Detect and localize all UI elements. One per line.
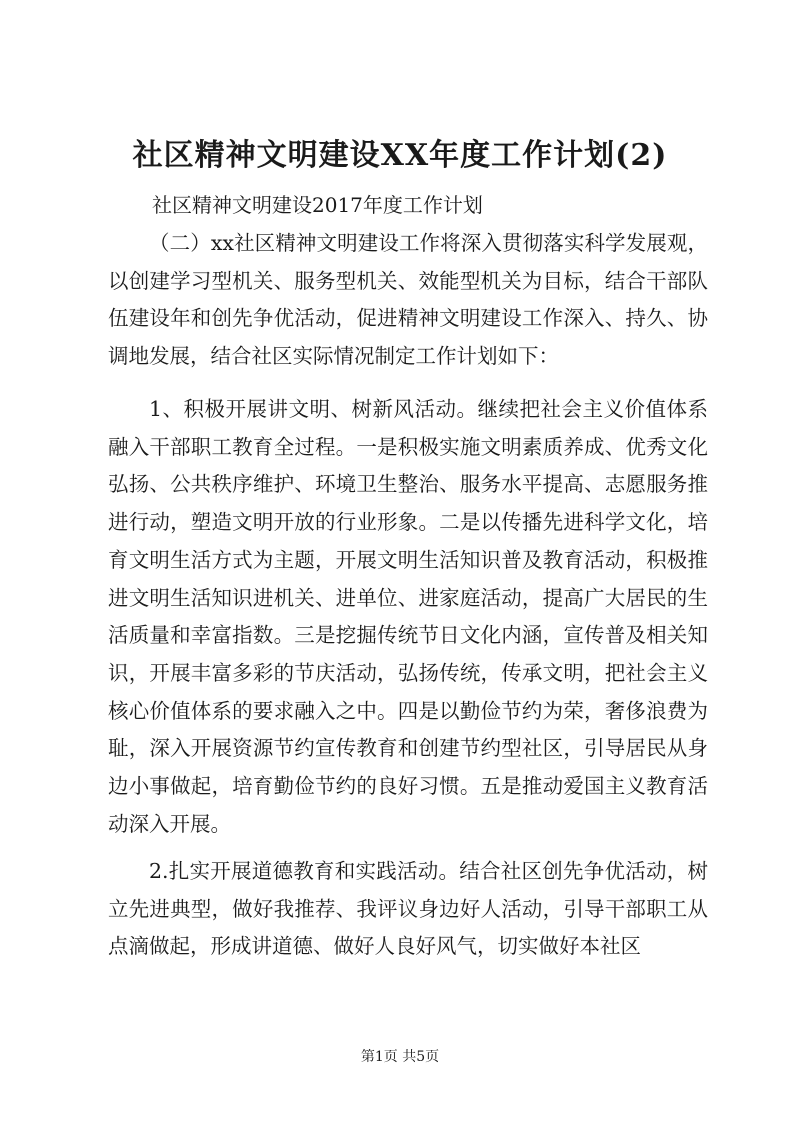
paragraph-item-1: 1、积极开展讲文明、树新风活动。继续把社会主义价值体系融入干部职工教育全过程。一是积极实施文明素质养成、优秀文化弘扬、公共秩序维护、环境卫生整治、服务水平提高、志愿服务推进行动，塑造文明开放的行业形象。二是以传播先进科学文化，培育文明生活方式为主题，开展文明生活知识普及教育活动，积极推进文明生活知识进机关、进单位、进家庭活动，提高广大居民的生活质量和幸富指数。三是挖掘传统节日文化内涵，宣传普及相关知识，开展丰富多彩的节庆活动，弘扬传统，传承文明，把社会主义核心价值体系的要求融入之中。四是以勤俭节约为荣，奢侈浪费为耻，深入开展资源节约宣传教育和创建节约型社区，引导居民从身边小事做起，培育勤俭节约的良好习惯。五是推动爱国主义教育活动深入开展。 bbox=[108, 397, 708, 836]
paragraph-item-2: 2.扎实开展道德教育和实践活动。结合社区创先争优活动，树立先进典型，做好我推荐、我评议身边好人活动，引导干部职工从点滴做起，形成讲道德、做好人良好风气，切实做好本社区 bbox=[108, 859, 708, 959]
document-title: 社区精神文明建设XX年度工作计划(2) bbox=[132, 138, 668, 173]
document-subtitle: 社区精神文明建设2017年度工作计划 bbox=[152, 193, 483, 217]
page-footer: 第1页 共5页 bbox=[360, 1049, 440, 1065]
paragraph-intro: （二）xx社区精神文明建设工作将深入贯彻落实科学发展观，以创建学习型机关、服务型机关、效能型机关为目标，结合干部队伍建设年和创先争优活动，促进精神文明建设工作深入、持久、协调地发展，结合社区实际情况制定工作计划如下： bbox=[108, 231, 708, 369]
